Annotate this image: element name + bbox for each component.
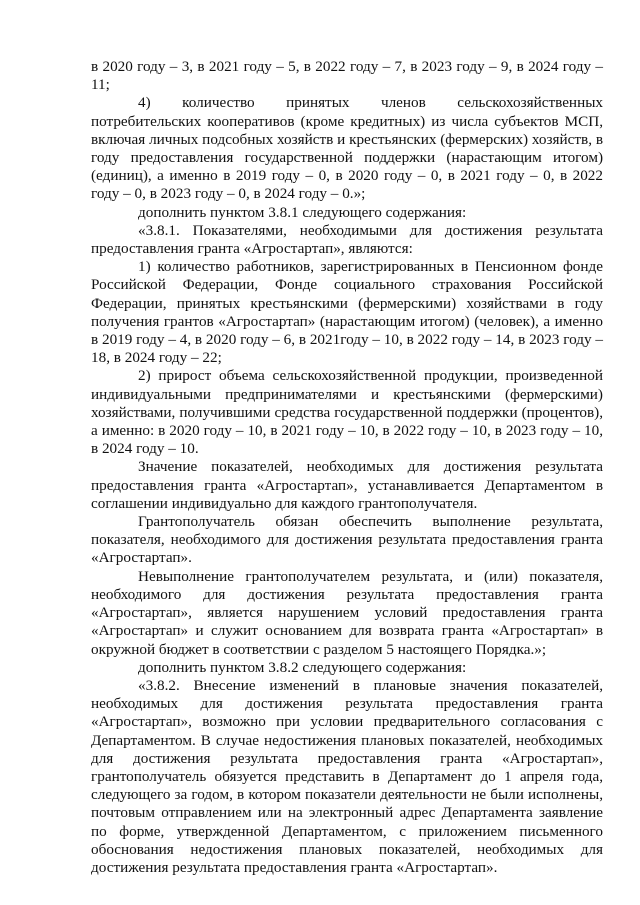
paragraph-8: Грантополучатель обязан обеспечить выполнение результата, показателя, необходимого для достижения результата предоставления гранта «Агростартап». <box>91 513 603 567</box>
paragraph-5: 1) количество работников, зарегистрированных в Пенсионном фонде Российской Федерации, Фонде социального страхования Российской Федерации, принятых крестьянскими (фермерскими) хозяйствами в году получения грантов «Агростартап» (нарастающим итогом) (человек), а именно в 2019 году – 4, в 2020 году – 6, в 2021году – 10, в 2022 году – 14, в 2023 году – 18, в 2024 году – 22; <box>91 258 603 367</box>
document-page <box>91 58 603 877</box>
paragraph-6: 2) прирост объема сельскохозяйственной продукции, произведенной индивидуальными предпринимателями и крестьянскими (фермерскими) хозяйствами, получившими средства государственной поддержки (процентов), а именно: в 2020 году – 10, в 2021 году – 10, в 2022 году – 10, в 2023 году – 10, в 2024 году – 10. <box>91 367 603 458</box>
paragraph-7: Значение показателей, необходимых для достижения результата предоставления гранта «Агростартап», устанавливается Департаментом в соглашении индивидуально для каждого грантополучателя. <box>91 458 603 512</box>
paragraph-9: Невыполнение грантополучателем результата, и (или) показателя, необходимого для достижения результата предоставления гранта «Агростартап», является нарушением условий предоставления гранта «Агростартап» и служит основанием для возврата гранта «Агростартап» в окружной бюджет в соответствии с разделом 5 настоящего Порядка.»; <box>91 567 603 658</box>
paragraph-10: дополнить пунктом 3.8.2 следующего содержания: <box>138 658 467 676</box>
paragraph-1: в 2020 году – 3, в 2021 году – 5, в 2022 году – 7, в 2023 году – 9, в 2024 году – 11; <box>91 58 603 94</box>
paragraph-3: дополнить пунктом 3.8.1 следующего содержания: <box>138 203 467 221</box>
paragraph-11: «3.8.2. Внесение изменений в плановые значения показателей, необходимых для достижения результата предоставления гранта «Агростартап», возможно при условии предварительного согласования с Департаментом. В случае недостижения плановых показателей, необходимых для достижения результата предоставления гранта «Агростартап», грантополучатель обязуется представить в Департамент до 1 апреля года, следующего за годом, в котором показатели деятельности не были исполнены, почтовым отправлением или на электронный адрес Департамента заявление по форме, утвержденной Департаментом, с приложением письменного обоснования недостижения плановых показателей, необходимых для достижения результата предоставления гранта «Агростартап». <box>91 676 603 876</box>
paragraph-2: 4) количество принятых членов сельскохозяйственных потребительских кооперативов (кроме кредитных) из числа субъектов МСП, включая личных подсобных хозяйств и крестьянских (фермерских) хозяйств, в году предоставления государственной поддержки (нарастающим итогом) (единиц), а именно в 2019 году – 0, в 2020 году – 0, в 2021 году – 0, в 2022 году – 0, в 2023 году – 0, в 2024 году – 0.»; <box>91 94 603 203</box>
paragraph-4: «3.8.1. Показателями, необходимыми для достижения результата предоставления гранта «Агростартап», являются: <box>91 221 603 258</box>
